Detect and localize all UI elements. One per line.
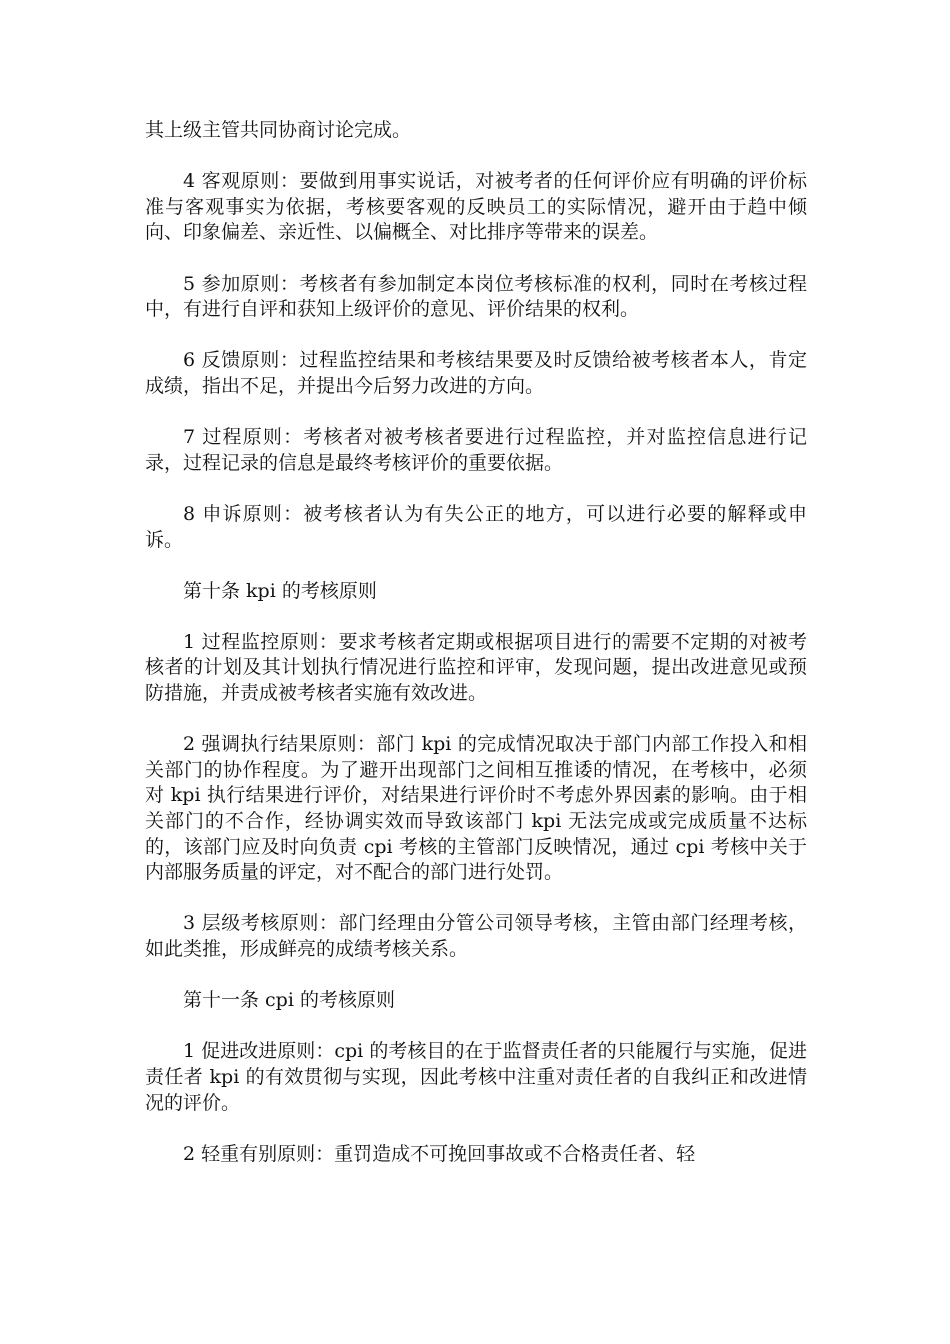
paragraph-process-principle: 7 过程原则：考核者对被考核者要进行过程监控，并对监控信息进行记录，过程记录的信息是最终考核评价的重要依据。 xyxy=(145,426,807,474)
paragraph-appeal-principle: 8 申诉原则：被考核者认为有失公正的地方，可以进行必要的解释或申诉。 xyxy=(145,502,807,551)
paragraph-continuation: 其上级主管共同协商讨论完成。 xyxy=(145,119,412,141)
section-heading-article-11: 第十一条 cpi 的考核原则 xyxy=(183,989,395,1012)
paragraph-severity-principle: 2 轻重有别原则：重罚造成不可挽回事故或不合格责任者、轻 xyxy=(183,1142,696,1165)
paragraph-objective-principle: 4 客观原则：要做到用事实说话，对被考者的任何评价应有明确的评价标准与客观事实为依据，考核要客观的反映员工的实际情况，避开由于趋中倾向、印象偏差、亲近性、以偏概全、对比排序等带来的误差。 xyxy=(145,170,807,244)
paragraph-process-monitoring-principle: 1 过程监控原则：要求考核者定期或根据项目进行的需要不定期的对被考核者的计划及其计划执行情况进行监控和评审，发现问题，提出改进意见或预防措施，并责成被考核者实施有效改进。 xyxy=(145,630,807,705)
paragraph-participation-principle: 5 参加原则：考核者有参加制定本岗位考核标准的权利，同时在考核过程中，有进行自评和获知上级评价的意见、评价结果的权利。 xyxy=(145,272,807,321)
paragraph-feedback-principle: 6 反馈原则：过程监控结果和考核结果要及时反馈给被考核者本人，肯定成绩，指出不足，并提出今后努力改进的方向。 xyxy=(145,349,807,397)
section-heading-article-10: 第十条 kpi 的考核原则 xyxy=(183,579,377,602)
document-page xyxy=(145,118,807,1193)
paragraph-hierarchical-principle: 3 层级考核原则：部门经理由分管公司领导考核，主管由部门经理考核，如此类推，形成鲜亮的成绩考核关系。 xyxy=(145,912,807,960)
paragraph-improvement-principle: 1 促进改进原则：cpi 的考核目的在于监督责任者的只能履行与实施，促进责任者 kpi 的有效贯彻与实现，因此考核中注重对责任者的自我纠正和改进情况的评价。 xyxy=(145,1040,807,1114)
paragraph-execution-result-principle: 2 强调执行结果原则：部门 kpi 的完成情况取决于部门内部工作投入和相关部门的协作程度。为了避开出现部门之间相互推诿的情况，在考核中，必须对 kpi 执行结果进行评价，对结果进行评价时不考虑外界因素的影响。由于相关部门的不合作，经协调实效而导致该部门 kpi 无法完成或完成质量不达标的，该部门应及时向负责 cpi 考核的主管部门反映情况，通过 cpi 考核中关于内部服务质量的评定，对不配合的部门进行处罚。 xyxy=(145,733,807,884)
